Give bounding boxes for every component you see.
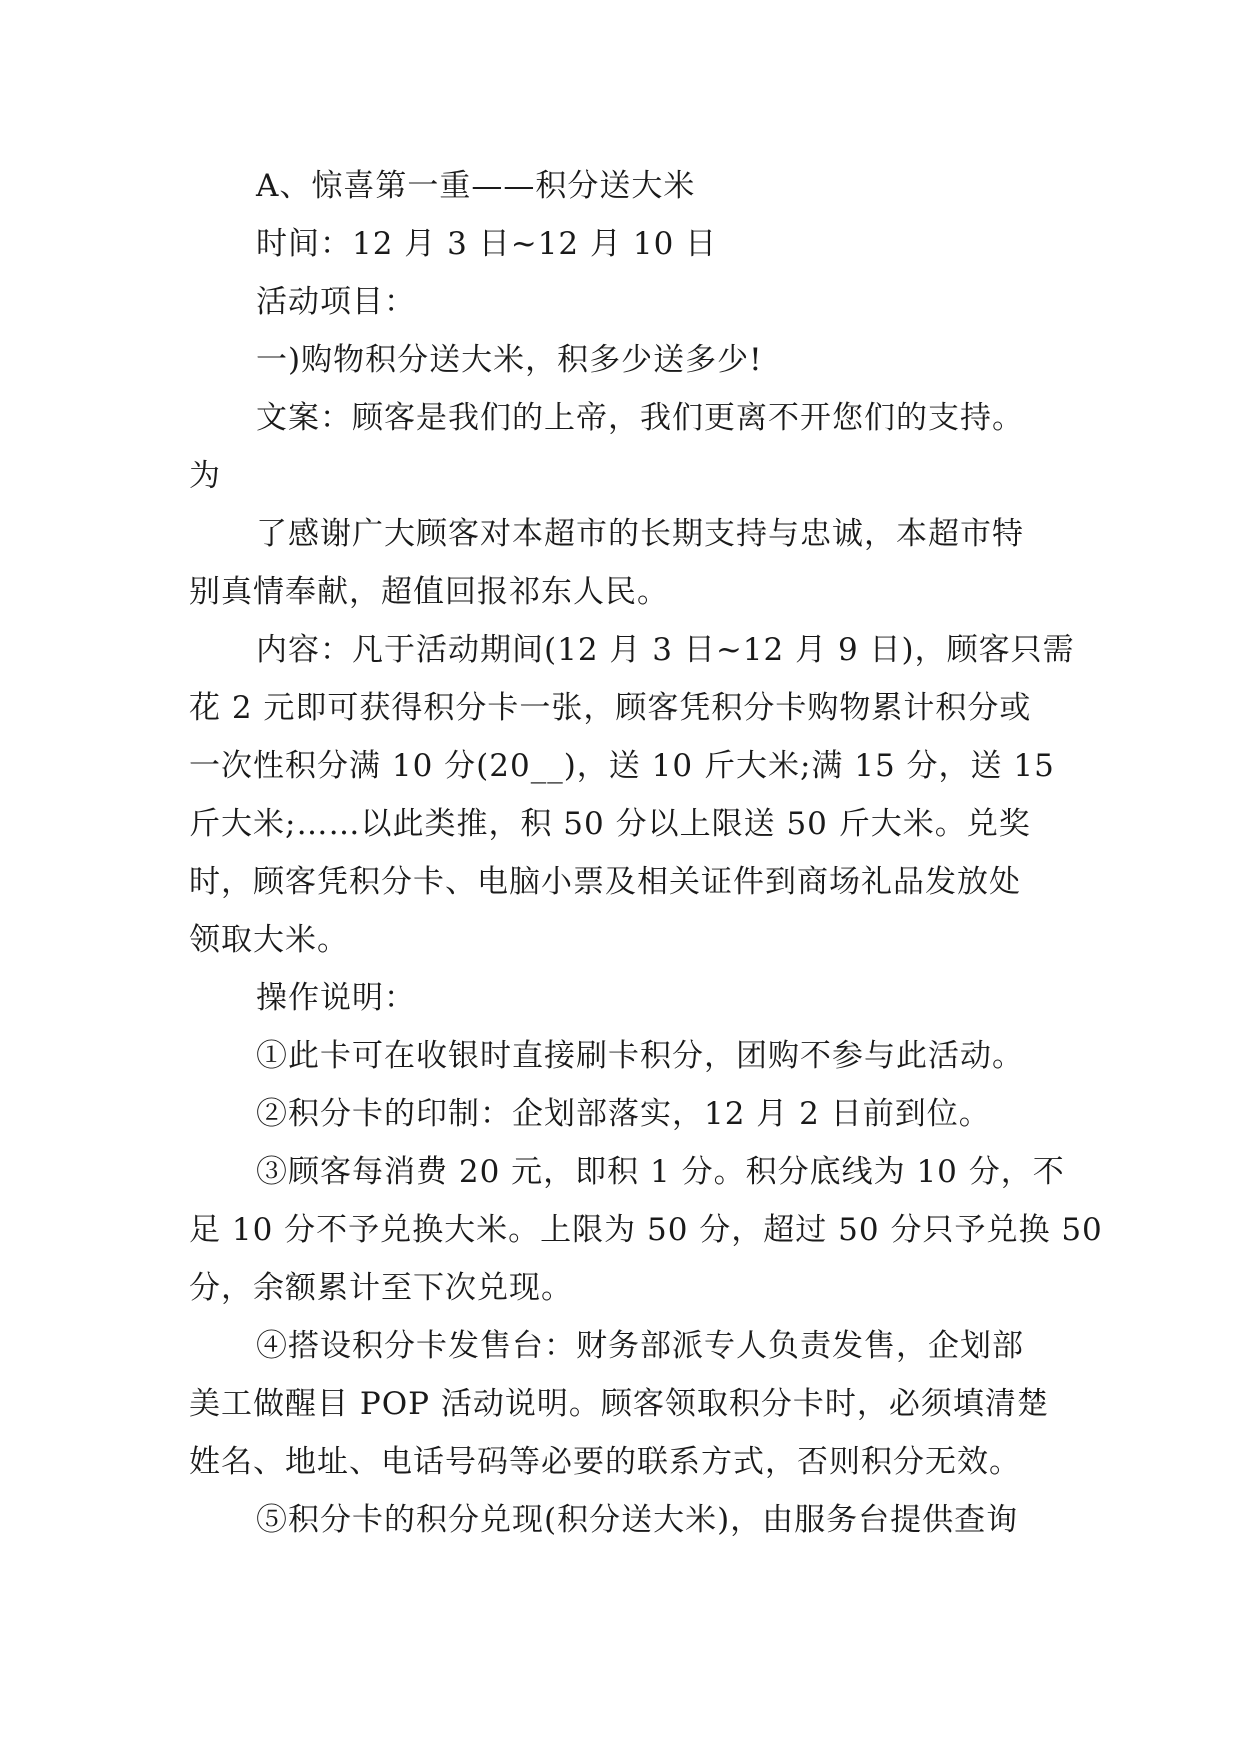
operation-item-1: ①此卡可在收银时直接刷卡积分，团购不参与此活动。 [256, 1038, 1024, 1074]
time-line: 时间：12 月 3 日~12 月 10 日 [256, 226, 718, 262]
content-paragraph-line: 内容：凡于活动期间(12 月 3 日~12 月 9 日)，顾客只需 [256, 632, 1075, 668]
section-heading: A、惊喜第一重——积分送大米 [256, 168, 696, 204]
copy-paragraph-line: 文案：顾客是我们的上帝，我们更离不开您们的支持。 [256, 400, 1024, 436]
operation-item-4: ④搭设积分卡发售台：财务部派专人负责发售，企划部 [256, 1328, 1024, 1364]
operation-item-3-cont: 足 10 分不予兑换大米。上限为 50 分，超过 50 分只予兑换 50 [189, 1212, 1103, 1248]
content-paragraph-line: 花 2 元即可获得积分卡一张，顾客凭积分卡购物累计积分或 [189, 690, 1032, 726]
content-paragraph-line: 斤大米;……以此类推，积 50 分以上限送 50 斤大米。兑奖 [189, 806, 1031, 842]
content-paragraph-line: 领取大米。 [189, 922, 349, 958]
copy-paragraph-line: 为 [189, 458, 221, 494]
content-paragraph-line: 一次性积分满 10 分(20__)，送 10 斤大米;满 15 分，送 15 [189, 748, 1055, 784]
copy-paragraph-line: 别真情奉献，超值回报祁东人民。 [189, 574, 669, 610]
item-one-title: 一)购物积分送大米，积多少送多少! [256, 342, 763, 378]
operation-item-5: ⑤积分卡的积分兑现(积分送大米)，由服务台提供查询 [256, 1502, 1019, 1538]
operation-item-3: ③顾客每消费 20 元，即积 1 分。积分底线为 10 分，不 [256, 1154, 1065, 1190]
operation-item-2: ②积分卡的印制：企划部落实，12 月 2 日前到位。 [256, 1096, 991, 1132]
operation-item-4-cont: 美工做醒目 POP 活动说明。顾客领取积分卡时，必须填清楚 [189, 1386, 1049, 1422]
content-paragraph-line: 时，顾客凭积分卡、电脑小票及相关证件到商场礼品发放处 [189, 864, 1021, 900]
operation-item-4-cont: 姓名、地址、电话号码等必要的联系方式，否则积分无效。 [189, 1444, 1021, 1480]
operation-heading: 操作说明： [256, 980, 416, 1016]
copy-paragraph-line: 了感谢广大顾客对本超市的长期支持与忠诚，本超市特 [256, 516, 1024, 552]
operation-item-3-cont: 分，余额累计至下次兑现。 [189, 1270, 573, 1306]
activity-items-heading: 活动项目： [256, 284, 416, 320]
